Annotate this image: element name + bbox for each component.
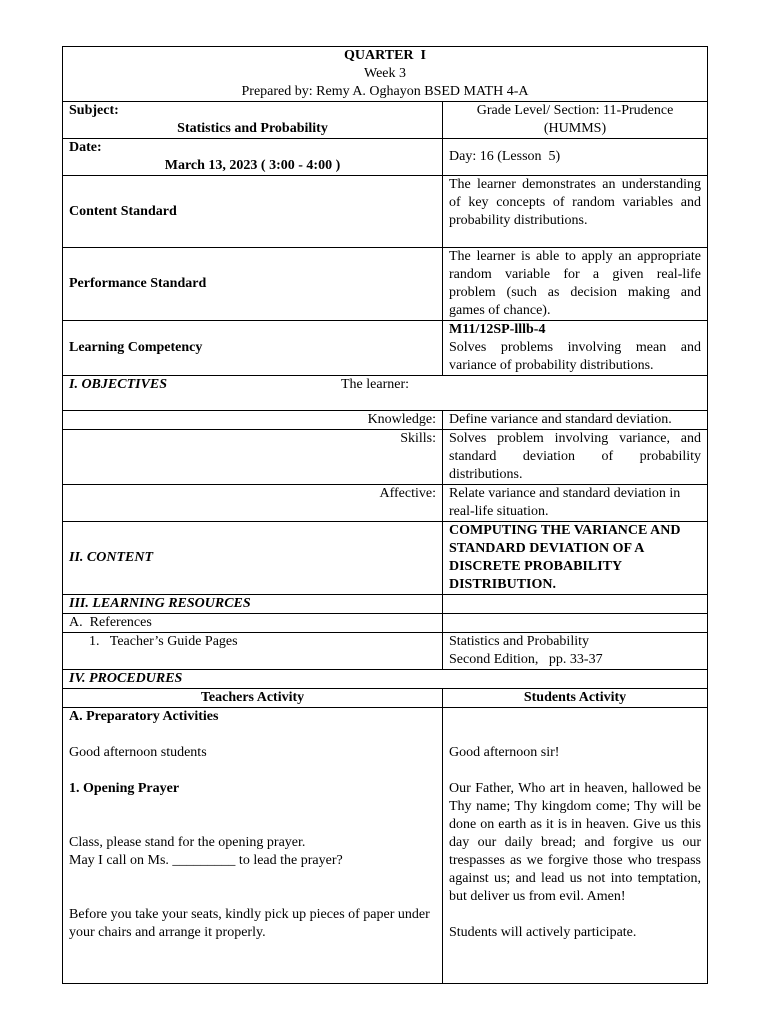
skills-row [63,430,708,485]
objectives-intro: The learner: [341,377,410,392]
call-line: May I call on Ms. _________ to lead the prayer? [69,853,343,868]
skills-label: Skills: [63,430,443,485]
prep-heading: A. Preparatory Activities [69,709,219,724]
content-standard-row [63,176,708,248]
date-label: Date: [69,140,102,155]
competency-code: M11/12SP-lllb-4 [449,322,546,337]
teacher-activity-cell [63,708,443,984]
participate-text: Students will actively participate. [449,925,637,940]
teacher-greeting: Good afternoon students [69,745,207,760]
resources-empty [443,595,708,614]
objectives-cell [63,376,708,411]
affective-text: Relate variance and standard deviation in real-life situation. [443,485,708,522]
day-cell [443,139,708,176]
header-cell [63,47,708,102]
knowledge-label: Knowledge: [63,411,443,430]
teacher-activity-header: Teachers Activity [63,689,443,708]
resources-row [63,595,708,614]
prayer-heading: 1. Opening Prayer [69,781,180,796]
skills-text: Solves problem involving variance, and standard deviation of probability distributions. [443,430,708,485]
stand-line: Class, please stand for the opening prayer. [69,835,306,850]
learning-competency-label: Learning Competency [63,321,443,376]
knowledge-row [63,411,708,430]
prepared-by: Prepared by: Remy A. Oghayon BSED MATH 4-A [241,84,529,99]
affective-label: Affective: [63,485,443,522]
references-label: A. References [63,614,443,633]
objectives-row [63,376,708,411]
book-title: Statistics and Probability [449,634,589,649]
student-activity-header: Students Activity [443,689,708,708]
performance-standard-text: The learner is able to apply an appropriate random variable for a given real-life problem (such as decision making and games of chance). [443,248,708,321]
performance-standard-row [63,248,708,321]
affective-row [63,485,708,522]
resources-heading: III. LEARNING RESOURCES [63,595,443,614]
seats-line: Before you take your seats, kindly pick up pieces of paper under your chairs and arrange it properly. [69,907,430,940]
competency-text: Solves problems involving mean and variance of probability distributions. [449,340,702,373]
content-row [63,522,708,595]
learning-competency-row [63,321,708,376]
lesson-plan-table [62,46,708,984]
grade-cell [443,102,708,139]
date-cell [63,139,443,176]
content-standard-text: The learner demonstrates an understanding of key concepts of random variables and probability distributions. [443,176,708,248]
activity-header-row [63,689,708,708]
student-greeting: Good afternoon sir! [449,745,560,760]
book-cell [443,633,708,670]
date-value: March 13, 2023 ( 3:00 - 4:00 ) [164,158,341,173]
references-empty [443,614,708,633]
subject-row [63,102,708,139]
week-label: Week 3 [363,66,407,81]
procedures-row [63,670,708,689]
objectives-heading: I. OBJECTIVES [69,377,168,392]
activity-body-row [63,708,708,984]
subject-value: Statistics and Probability [177,121,328,136]
date-row [63,139,708,176]
procedures-heading: IV. PROCEDURES [63,670,708,689]
references-row [63,614,708,633]
book-edition: Second Edition, pp. 33-37 [449,652,603,667]
quarter-title: QUARTER I [344,48,426,63]
grade-section: (HUMMS) [543,121,607,136]
header-row [63,47,708,102]
grade-level: Grade Level/ Section: 11-Prudence [476,103,674,118]
content-standard-label: Content Standard [63,176,443,248]
subject-label: Subject: [69,103,119,118]
content-title: COMPUTING THE VARIANCE AND STANDARD DEVIATION OF A DISCRETE PROBABILITY DISTRIBUTION. [443,522,708,595]
student-activity-cell [443,708,708,984]
performance-standard-label: Performance Standard [63,248,443,321]
prayer-text: Our Father, Who art in heaven, hallowed be Thy name; Thy kingdom come; Thy will be done on earth as it is in heaven. Give us this day our daily bread; and forgive us our trespasses as we forgive those who trespass against us; and lead us not into temptation, but deliver us from evil. Amen! [449,781,702,904]
day-value: Day: 16 (Lesson 5) [449,149,561,164]
subject-cell [63,102,443,139]
knowledge-text: Define variance and standard deviation. [443,411,708,430]
learning-competency-cell [443,321,708,376]
tg-pages-label: 1. Teacher’s Guide Pages [63,633,443,670]
content-heading: II. CONTENT [63,522,443,595]
tg-pages-row [63,633,708,670]
